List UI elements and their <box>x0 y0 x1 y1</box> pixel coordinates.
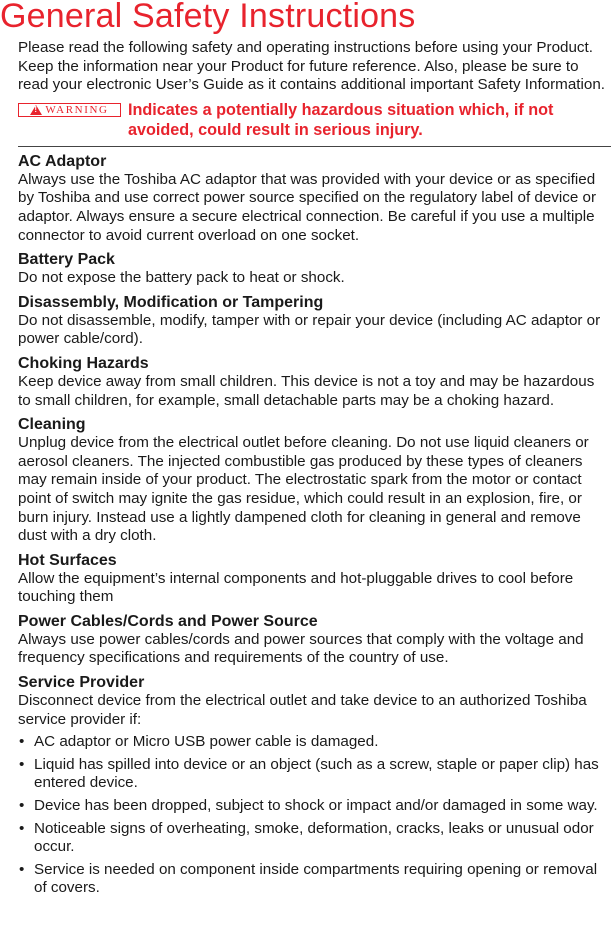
section-service-provider <box>18 674 608 898</box>
list-item: • Liquid has spilled into device or an object (such as a screw, staple or paper clip) has entered device. <box>18 756 608 793</box>
list-item: • Device has been dropped, subject to shock or impact and/or damaged in some way. <box>18 797 608 816</box>
warning-badge <box>18 103 121 117</box>
section-heading: AC Adaptor <box>18 152 107 170</box>
section-heading: Choking Hazards <box>18 354 149 372</box>
section-power-cables <box>18 613 608 668</box>
section-cleaning <box>18 416 608 546</box>
section-body: Do not disassemble, modify, tamper with or repair your device (including AC adaptor or power cable/cord). <box>18 311 601 348</box>
section-body: Keep device away from small children. This device is not a toy and may be hazardous to small children, for example, small detachable parts may be a choking hazard. <box>18 372 595 409</box>
section-heading: Service Provider <box>18 674 145 692</box>
section-battery-pack <box>18 251 608 288</box>
warning-badge-label: WARNING <box>45 103 109 116</box>
section-heading: Cleaning <box>18 416 86 434</box>
warning-text: Indicates a potentially hazardous situation which, if not avoided, could result in serious injury. <box>128 100 554 140</box>
section-body: Do not expose the battery pack to heat or shock. <box>18 269 345 287</box>
section-body: Disconnect device from the electrical outlet and take device to an authorized Toshiba service provider if: <box>18 692 587 728</box>
intro-paragraph: Please read the following safety and operating instructions before using your Product. Keep the information near your Product for future reference. Also, please be sure to read your electronic User’s Guide as it contains additional important Safety Information. <box>18 39 605 94</box>
section-heading: Power Cables/Cords and Power Source <box>18 612 318 630</box>
section-heading: Battery Pack <box>18 251 115 269</box>
list-item: • Noticeable signs of overheating, smoke, deformation, cracks, leaks or unusual odor occur. <box>18 820 608 857</box>
section-body: Always use the Toshiba AC adaptor that was provided with your device or as specified by Toshiba and use correct power source specified on the regulatory label of device or adaptor. Always ensure a secure electrical connection. Be careful if you use a multiple connector to avoid current overload on one socket. <box>18 170 597 244</box>
section-disassembly <box>18 294 608 349</box>
list-item: • Service is needed on component inside compartments requiring opening or removal of covers. <box>18 861 608 898</box>
section-body: Allow the equipment’s internal components and hot-pluggable drives to cool before touching them <box>18 569 574 606</box>
section-heading: Disassembly, Modification or Tampering <box>18 293 324 311</box>
section-ac-adaptor <box>18 153 608 245</box>
section-choking-hazards <box>18 355 608 410</box>
warning-triangle-icon <box>30 105 42 115</box>
divider <box>18 146 611 147</box>
section-hot-surfaces <box>18 552 608 607</box>
section-body: Unplug device from the electrical outlet before cleaning. Do not use liquid cleaners or aerosol cleaners. The injected combustible gas produced by these types of cleaners may remain inside of your product. The electrostatic spark from the motor or contact point of switch may ignite the gas residue, which could result in an explosion, fire, or burn injury. Instead use a lightly dampened cloth for cleaning in general and remove dust with a dry cloth. <box>18 434 589 545</box>
page-title: General Safety Instructions <box>0 0 416 35</box>
section-heading: Hot Surfaces <box>18 551 117 569</box>
service-conditions-list <box>18 733 608 898</box>
section-body: Always use power cables/cords and power sources that comply with the voltage and frequency specifications and requirements of the country of use. <box>18 630 584 667</box>
list-item: • AC adaptor or Micro USB power cable is damaged. <box>18 733 608 752</box>
document-content <box>18 39 608 902</box>
warning-callout <box>18 100 608 142</box>
